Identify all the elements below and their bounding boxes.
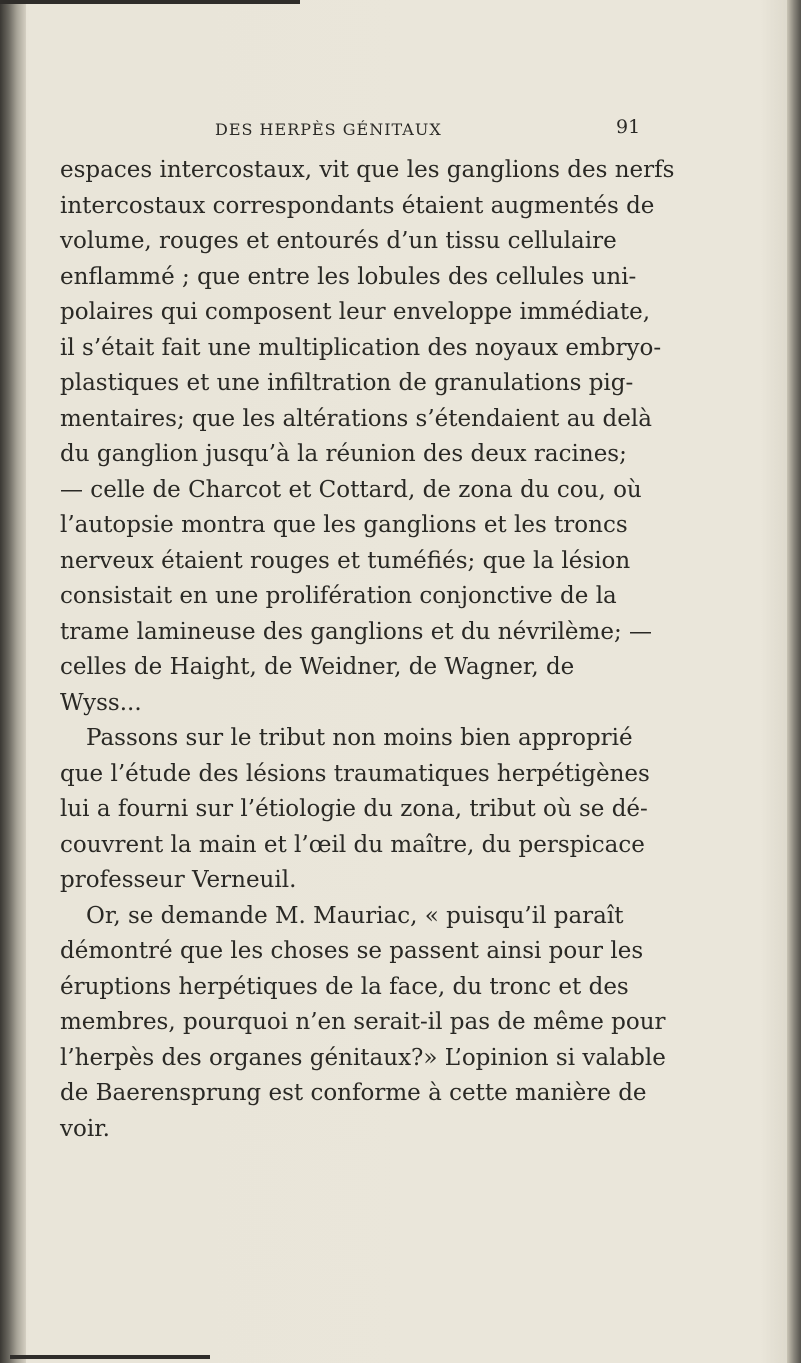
text-line: lui a fourni sur l’étiologie du zona, tribut où se dé- [60,796,648,822]
text-line: professeur Verneuil. [60,867,297,893]
page-number: 91 [616,116,641,138]
text-line: couvrent la main et l’œil du maître, du perspicace [60,831,645,858]
page-header [0,116,801,146]
body-text [60,153,760,1147]
text-line: plastiques et une infiltration de granulations pig- [60,370,634,396]
text-line: du ganglion jusqu’à la réunion des deux racines; [60,441,627,467]
top-border-mark [0,0,300,4]
text-line: trame lamineuse des ganglions et du névrilème; — [60,618,653,645]
text-line: membres, pourquoi n’en serait-il pas de même pour [60,1009,666,1035]
text-line: mentaires; que les altérations s’étendaient au delà [60,405,652,432]
bottom-border-mark [10,1355,210,1359]
text-line: de Baerensprung est conforme à cette manière de [60,1080,647,1106]
paragraph-start-line: Or, se demande M. Mauriac, « puisqu’il paraît [86,902,624,929]
text-line: espaces intercostaux, vit que les ganglions des nerfs [60,157,675,183]
running-title: DES HERPÈS GÉNITAUX [215,120,442,139]
text-line: volume, rouges et entourés d’un tissu cellulaire [60,228,617,254]
paragraph-start-line: Passons sur le tribut non moins bien approprié [86,725,633,751]
text-line: consistait en une prolifération conjonctive de la [60,583,617,609]
text-line: voir. [60,1115,110,1142]
text-line: il s’était fait une multiplication des noyaux embryo- [60,334,662,361]
text-line: nerveux étaient rouges et tuméfiés; que la lésion [60,547,631,574]
text-line: celles de Haight, de Weidner, de Wagner, de [60,654,575,680]
text-line: enflammé ; que entre les lobules des cellules uni- [60,263,637,290]
text-line: l’autopsie montra que les ganglions et les troncs [60,512,628,538]
page-edge-right [787,0,801,1363]
text-line: que l’étude des lésions traumatiques herpétigènes [60,760,650,787]
text-line: démontré que les choses se passent ainsi pour les [60,938,644,964]
text-line: intercostaux correspondants étaient augmentés de [60,192,655,219]
page-gutter-left [0,0,26,1363]
text-line: éruptions herpétiques de la face, du tronc et des [60,973,629,1000]
text-line: polaires qui composent leur enveloppe immédiate, [60,299,651,325]
text-line: l’herpès des organes génitaux?» L’opinion si valable [60,1044,666,1071]
text-line: — celle de Charcot et Cottard, de zona du cou, où [60,476,642,503]
text-line: Wyss... [60,689,142,716]
